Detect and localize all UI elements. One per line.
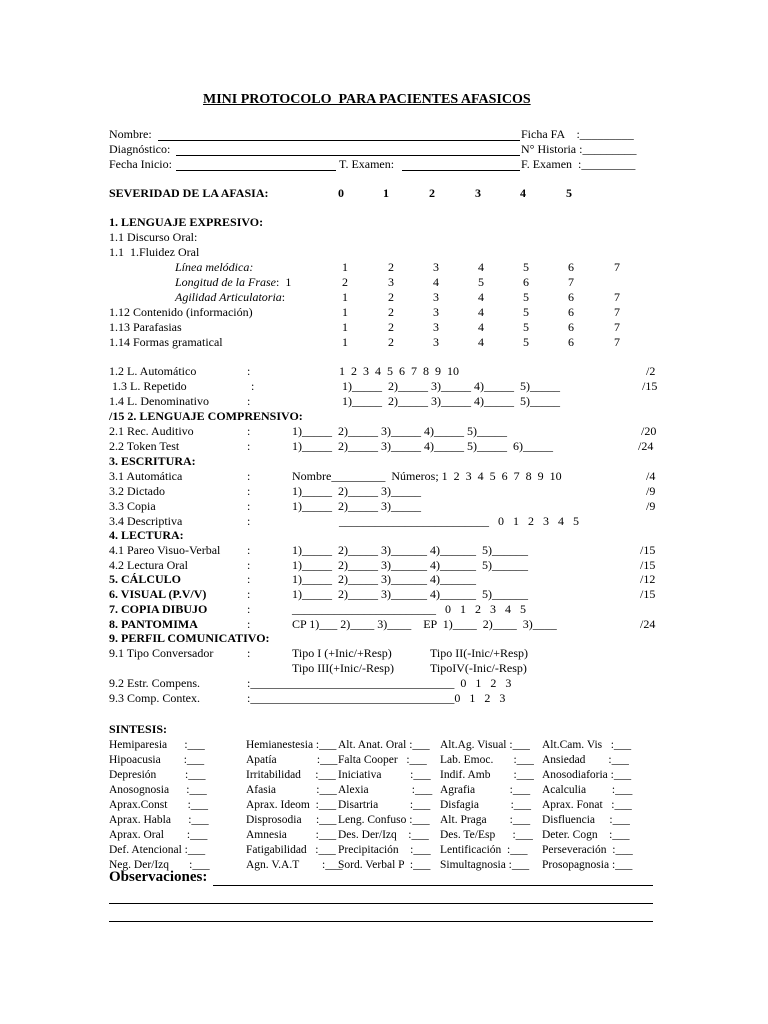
sintesis-item[interactable]: Precipitación :___ [338, 844, 431, 856]
pareo-score: /15 [640, 543, 656, 557]
ficha-label: Ficha FA :_________ [521, 127, 634, 141]
longitud-frase-label: Longitud de la Frase [175, 275, 276, 289]
pareo-value[interactable]: 1)_____ 2)_____ 3)______ 4)______ 5)______ [292, 543, 528, 557]
sintesis-item[interactable]: Hemianestesia :___ [246, 739, 337, 751]
rating-cell[interactable]: 1 [342, 320, 348, 334]
severidad-2[interactable]: 2 [429, 186, 435, 200]
rating-cell[interactable]: 5 [523, 260, 529, 274]
rating-cell[interactable]: 2 [388, 335, 394, 349]
rating-cell[interactable]: 6 [568, 290, 574, 304]
visual-value[interactable]: 1)_____ 2)_____ 3)______ 4)______ 5)______ [292, 587, 528, 601]
tipo-conversador-label: 9.1 Tipo Conversador [109, 646, 214, 660]
repetido-sep: : [251, 379, 255, 393]
lectura-oral-value[interactable]: 1)_____ 2)_____ 3)______ 4)______ 5)______ [292, 558, 528, 572]
observaciones-line-1[interactable] [213, 885, 653, 886]
sintesis-item[interactable]: Des. Der/Izq :___ [338, 829, 429, 841]
sintesis-item[interactable]: Aprax. Oral :___ [109, 829, 208, 841]
descriptiva-value[interactable]: _________________________ 0 1 2 3 4 5 [339, 514, 579, 528]
sintesis-item[interactable]: Aprax.Const :___ [109, 799, 209, 811]
sintesis-item[interactable]: Leng. Confuso :___ [338, 814, 430, 826]
sintesis-item[interactable]: Sord. Verbal P :___ [338, 859, 431, 871]
parafasias-label: 1.13 Parafasias [109, 320, 182, 334]
automatico-label: 1.2 L. Automático [109, 364, 197, 378]
sintesis-item[interactable]: Alt. Anat. Oral :___ [338, 739, 430, 751]
estr-compens-label: 9.2 Estr. Compens. [109, 676, 201, 690]
sintesis-item[interactable]: Simultagnosia :___ [440, 859, 530, 871]
sintesis-item[interactable]: Hipoacusia :___ [109, 754, 205, 766]
copia-dibujo-value[interactable]: ________________________ 0 1 2 3 4 5 [292, 602, 526, 616]
sintesis-item[interactable]: Afasia :___ [246, 784, 337, 796]
f-examen-label: F. Examen :_________ [521, 157, 636, 171]
severidad-3[interactable]: 3 [475, 186, 481, 200]
copia-dibujo-label: 7. COPIA DIBUJO [109, 602, 208, 616]
pareo-label: 4.1 Pareo Visuo-Verbal [109, 543, 221, 557]
automatico-score: /2 [646, 364, 656, 378]
sintesis-item[interactable]: Anosodiaforia :___ [542, 769, 632, 781]
sintesis-item[interactable]: Neg. Der/Izq :___ [109, 859, 210, 871]
sintesis-item[interactable]: Apatía :___ [246, 754, 338, 766]
pantomima-label: 8. PANTOMIMA [109, 617, 198, 631]
sintesis-item[interactable]: Irritabilidad :___ [246, 769, 336, 781]
visual-score: /15 [640, 587, 656, 601]
section-perfil-comunicativo: 9. PERFIL COMUNICATIVO: [109, 631, 270, 645]
sintesis-item[interactable]: Iniciativa :___ [338, 769, 431, 781]
sintesis-item[interactable]: Fatigabilidad :___ [246, 844, 336, 856]
escritura-automatica-sep: : [247, 469, 251, 483]
descriptiva-sep: : [247, 514, 251, 528]
denominativo-label: 1.4 L. Denominativo [109, 394, 209, 408]
agilidad-label: Agilidad Articulatoria [175, 290, 282, 304]
visual-sep: : [247, 587, 251, 601]
rating-cell[interactable]: 5 [523, 335, 529, 349]
comp-contex-label: 9.3 Comp. Contex. [109, 691, 201, 705]
dictado-score: /9 [646, 484, 656, 498]
formas-gramatical-label: 1.14 Formas gramatical [109, 335, 223, 349]
dictado-label: 3.2 Dictado [109, 484, 165, 498]
sintesis-item[interactable]: Deter. Cogn :___ [542, 829, 630, 841]
sintesis-item[interactable]: Ansiedad :___ [542, 754, 629, 766]
severidad-5[interactable]: 5 [566, 186, 572, 200]
sintesis-item[interactable]: Alexia :___ [338, 784, 433, 796]
tipo-4-option[interactable]: TipoIV(-Inic/-Resp) [430, 661, 527, 675]
page-title: MINI PROTOCOLO PARA PACIENTES AFASICOS [203, 92, 531, 107]
rating-cell[interactable]: 3 [433, 260, 439, 274]
rating-cell[interactable]: 1 [342, 335, 348, 349]
nombre-label: Nombre: [109, 127, 152, 141]
estr-compens-value[interactable]: :__________________________________ 0 1 2 3 [247, 676, 512, 690]
rating-cell[interactable]: 3 [388, 275, 394, 289]
rating-cell[interactable]: 6 [568, 305, 574, 319]
sintesis-item[interactable]: Alt.Cam. Vis :___ [542, 739, 632, 751]
lectura-oral-sep: : [247, 558, 251, 572]
denominativo-sep: : [247, 394, 251, 408]
rating-cell[interactable]: 7 [614, 320, 620, 334]
longitud-frase-row [175, 275, 291, 289]
repetido-value[interactable]: 1)_____ 2)_____ 3)_____ 4)_____ 5)_____ [342, 379, 560, 393]
tipo-3-option[interactable]: Tipo III(+Inic/-Resp) [292, 661, 394, 675]
automatico-sep: : [247, 364, 251, 378]
rating-cell[interactable]: 2 [388, 305, 394, 319]
rec-auditivo-score: /20 [641, 424, 657, 438]
sintesis-item[interactable]: Disprosodia :___ [246, 814, 337, 826]
sintesis-item[interactable]: Acalculia :___ [542, 784, 633, 796]
descriptiva-label: 3.4 Descriptiva [109, 514, 183, 528]
fecha-inicio-field[interactable] [176, 170, 336, 171]
discurso-oral-label: 1.1 Discurso Oral: [109, 230, 198, 244]
sintesis-item[interactable]: Disfagia :___ [440, 799, 532, 811]
token-test-label: 2.2 Token Test [109, 439, 180, 453]
rating-cell[interactable]: 7 [568, 275, 574, 289]
denominativo-value[interactable]: 1)_____ 2)_____ 3)_____ 4)_____ 5)_____ [342, 394, 560, 408]
rating-cell[interactable]: 5 [523, 320, 529, 334]
rating-cell[interactable]: 5 [523, 290, 529, 304]
sintesis-item[interactable]: Disfluencia :___ [542, 814, 630, 826]
rating-cell[interactable]: 4 [433, 275, 439, 289]
rating-cell[interactable]: 3 [433, 290, 439, 304]
rating-cell[interactable]: 4 [478, 305, 484, 319]
sintesis-item[interactable]: Depresión :___ [109, 769, 206, 781]
rating-cell[interactable]: 2 [388, 290, 394, 304]
rating-cell[interactable]: 5 [523, 305, 529, 319]
t-examen-label: T. Examen: [339, 157, 395, 171]
sintesis-item[interactable]: Hemiparesia :___ [109, 739, 205, 751]
copia-dibujo-sep: : [247, 602, 251, 616]
historia-label: N° Historia :_________ [521, 142, 637, 156]
rating-cell[interactable]: 7 [614, 290, 620, 304]
copia-sep: : [247, 499, 251, 513]
tipo-conversador-sep: : [247, 646, 251, 660]
section-lenguaje-comprensivo: /15 2. LENGUAJE COMPRENSIVO: [109, 409, 303, 423]
sintesis-item[interactable]: Falta Cooper :___ [338, 754, 427, 766]
calculo-sep: : [247, 572, 251, 586]
copia-score: /9 [646, 499, 656, 513]
token-test-score: /24 [638, 439, 654, 453]
tipo-2-option[interactable]: Tipo II(-Inic/+Resp) [430, 646, 528, 660]
calculo-value[interactable]: 1)_____ 2)_____ 3)______ 4)______ [292, 572, 476, 586]
calculo-label: 5. CÁLCULO [109, 572, 182, 586]
rec-auditivo-sep: : [247, 424, 251, 438]
sintesis-item[interactable]: Alt. Praga :___ [440, 814, 531, 826]
rating-cell[interactable]: 2 [342, 275, 348, 289]
rec-auditivo-value[interactable]: 1)_____ 2)_____ 3)_____ 4)_____ 5)_____ [292, 424, 507, 438]
rating-cell[interactable]: 2 [388, 260, 394, 274]
sintesis-item[interactable]: Alt.Ag. Visual :___ [440, 739, 530, 751]
rating-cell[interactable]: 1 [342, 290, 348, 304]
sintesis-item[interactable]: Aprax. Fonat :___ [542, 799, 632, 811]
sintesis-item[interactable]: Indif. Amb :___ [440, 769, 534, 781]
diagnostico-label: Diagnóstico: [109, 142, 171, 156]
severidad-label: SEVERIDAD DE LA AFASIA: [109, 186, 269, 200]
rating-cell[interactable]: 6 [568, 260, 574, 274]
sintesis-item[interactable]: Lab. Emoc. :___ [440, 754, 534, 766]
rating-cell[interactable]: 6 [568, 335, 574, 349]
rating-cell[interactable]: 6 [568, 320, 574, 334]
rating-cell[interactable]: 5 [478, 275, 484, 289]
sintesis-item[interactable]: Agn. V.A.T :___ [246, 859, 343, 871]
nombre-field[interactable] [158, 140, 520, 141]
sintesis-item[interactable]: Aprax. Ideom :___ [246, 799, 337, 811]
pantomima-sep: : [247, 617, 251, 631]
copia-label: 3.3 Copia [109, 499, 156, 513]
repetido-score: /15 [642, 379, 658, 393]
diagnostico-field[interactable] [176, 155, 520, 156]
rating-cell[interactable]: 4 [478, 290, 484, 304]
tipo-1-option[interactable]: Tipo I (+Inic/+Resp) [292, 646, 392, 660]
sintesis-item[interactable]: Agrafia :___ [440, 784, 531, 796]
pareo-sep: : [247, 543, 251, 557]
sintesis-item[interactable]: Anosognosia :___ [109, 784, 207, 796]
contenido-label: 1.12 Contenido (información) [109, 305, 253, 319]
sintesis-item[interactable]: Disartria :___ [338, 799, 431, 811]
sintesis-item[interactable]: Amnesia :___ [246, 829, 337, 841]
sintesis-item[interactable]: Aprax. Habla :___ [109, 814, 209, 826]
agilidad-extra: : [281, 290, 286, 304]
automatico-value[interactable]: 1 2 3 4 5 6 7 8 9 10 [339, 364, 459, 378]
rating-cell[interactable]: 3 [433, 305, 439, 319]
rating-cell[interactable]: 7 [614, 305, 620, 319]
pantomima-score: /24 [640, 617, 656, 631]
rating-cell[interactable]: 7 [614, 335, 620, 349]
rating-cell[interactable]: 7 [614, 260, 620, 274]
comp-contex-value[interactable]: :__________________________________0 1 2 3 [247, 691, 506, 705]
rating-cell[interactable]: 4 [478, 260, 484, 274]
rating-cell[interactable]: 2 [388, 320, 394, 334]
fecha-inicio-label: Fecha Inicio: [109, 157, 172, 171]
severidad-4[interactable]: 4 [520, 186, 526, 200]
observaciones-line-2[interactable] [109, 903, 653, 904]
lectura-oral-score: /15 [640, 558, 656, 572]
pantomima-value[interactable]: CP 1)___ 2)____ 3)____ EP 1)____ 2)____ 3)____ [292, 617, 557, 631]
calculo-score: /12 [640, 572, 656, 586]
rating-cell[interactable]: 4 [478, 320, 484, 334]
sintesis-item[interactable]: Prosopagnosia :___ [542, 859, 633, 871]
section-escritura: 3. ESCRITURA: [109, 454, 196, 468]
linea-melodica-label: Línea melódica: [175, 260, 254, 274]
agilidad-row [175, 290, 285, 304]
escritura-automatica-score: /4 [646, 469, 656, 483]
rating-cell[interactable]: 3 [433, 320, 439, 334]
dictado-sep: : [247, 484, 251, 498]
escritura-automatica-label: 3.1 Automática [109, 469, 183, 483]
dictado-value[interactable]: 1)_____ 2)_____ 3)_____ [292, 484, 421, 498]
escritura-automatica-value[interactable]: Nombre_________ Números; 1 2 3 4 5 6 7 8 9 10 [292, 469, 562, 483]
copia-value[interactable]: 1)_____ 2)_____ 3)_____ [292, 499, 421, 513]
observaciones-line-3[interactable] [109, 921, 653, 922]
token-test-value[interactable]: 1)_____ 2)_____ 3)_____ 4)_____ 5)_____ 6)_____ [292, 439, 553, 453]
severidad-1[interactable]: 1 [383, 186, 389, 200]
token-test-sep: : [247, 439, 251, 453]
rec-auditivo-label: 2.1 Rec. Auditivo [109, 424, 194, 438]
section-lectura: 4. LECTURA: [109, 528, 184, 542]
section-lenguaje-expresivo: 1. LENGUAJE EXPRESIVO: [109, 215, 264, 229]
sintesis-item[interactable]: Def. Atencional :___ [109, 844, 206, 856]
section-sintesis: SINTESIS: [109, 722, 168, 736]
rating-cell[interactable]: 6 [523, 275, 529, 289]
fluidez-oral-label: 1.1 1.Fluidez Oral [109, 245, 200, 259]
rating-cell[interactable]: 4 [478, 335, 484, 349]
visual-label: 6. VISUAL (P.V/V) [109, 587, 207, 601]
repetido-label: 1.3 L. Repetido [109, 379, 187, 393]
longitud-frase-extra: : 1 [276, 275, 292, 289]
lectura-oral-label: 4.2 Lectura Oral [109, 558, 188, 572]
sintesis-item[interactable]: Perseveración :___ [542, 844, 633, 856]
observaciones-label: Observaciones: [109, 869, 208, 885]
sintesis-item[interactable]: Des. Te/Esp :___ [440, 829, 533, 841]
t-examen-field[interactable] [402, 170, 520, 171]
rating-cell[interactable]: 1 [342, 260, 348, 274]
rating-cell[interactable]: 3 [433, 335, 439, 349]
sintesis-item[interactable]: Lentificación :___ [440, 844, 528, 856]
severidad-0[interactable]: 0 [338, 186, 344, 200]
rating-cell[interactable]: 1 [342, 305, 348, 319]
